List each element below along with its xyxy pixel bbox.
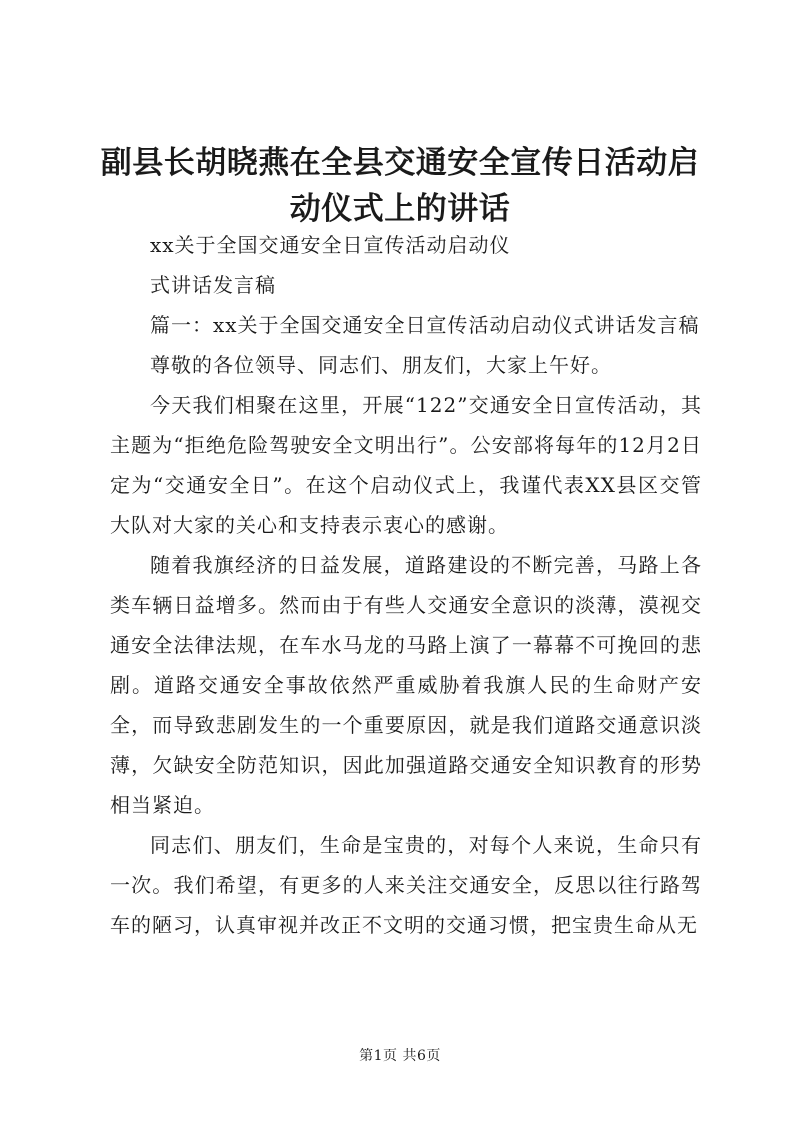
paragraph: 式讲话发言稿 [150, 273, 276, 297]
paragraph: 今天我们相聚在这里，开展“122”交通安全日宣传活动，其主题为“拒绝危险驾驶安全文明出行”。公安部将每年的12月2日定为“交通安全日”。在这个启动仪式上，我谨代表XX县区交管大队对大家的关心和支持表示衷心的感谢。 [110, 393, 702, 537]
paragraph: 随着我旗经济的日益发展，道路建设的不断完善，马路上各类车辆日益增多。然而由于有些人交通安全意识的淡薄，漠视交通安全法律法规，在车水马龙的马路上演了一幕幕不可挽回的悲剧。道路交通安全事故依然严重威胁着我旗人民的生命财产安全，而导致悲剧发生的一个重要原因，就是我们道路交通意识淡薄，欠缺安全防范知识，因此加强道路交通安全知识教育的形势相当紧迫。 [110, 553, 702, 817]
page-number: 第1页 共6页 [359, 1048, 441, 1064]
paragraph: xx关于全国交通安全日宣传活动启动仪 [150, 233, 511, 257]
paragraph: 尊敬的各位领导、同志们、朋友们，大家上午好。 [150, 353, 612, 377]
paragraph: 篇一：xx关于全国交通安全日宣传活动启动仪式讲话发言稿 [150, 313, 700, 337]
document-body [110, 225, 702, 945]
paragraph: 同志们、朋友们，生命是宝贵的，对每个人来说，生命只有一次。我们希望，有更多的人来关注交通安全，反思以往行路驾车的陋习，认真审视并改正不文明的交通习惯，把宝贵生命从无 [110, 833, 702, 937]
document-title: 副县长胡晓燕在全县交通安全宣传日活动启动仪式上的讲话 [100, 145, 700, 227]
